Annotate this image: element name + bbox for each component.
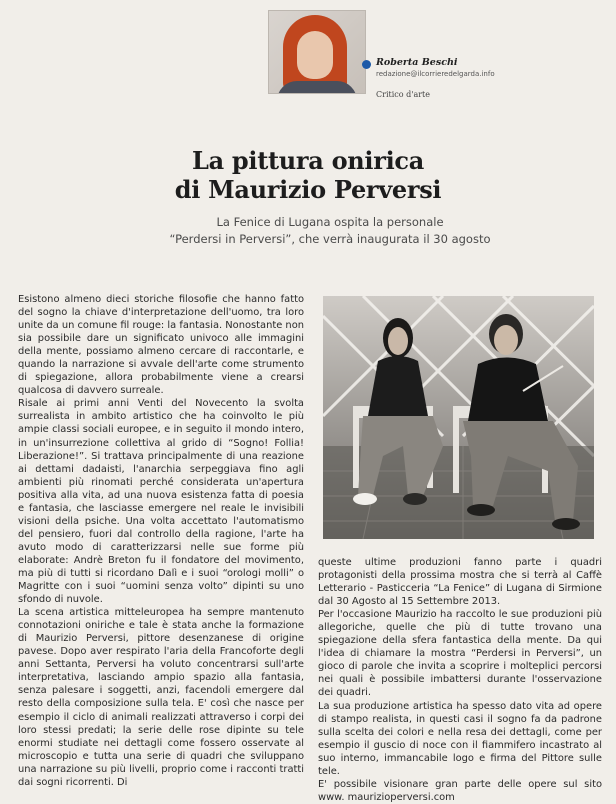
- article-subtitle: [150, 214, 510, 248]
- paragraph: queste ultime produzioni fanno parte i quadri protagonisti della prossima mostra che si terrà al Caffè Letterario - Pasticceria “La Fenice” di Lugana di Sirmione dal 30 Agosto al 15 Settembre 2013.: [318, 557, 602, 608]
- artist-photo-image: [323, 296, 594, 539]
- paragraph: E' possibile visionare gran parte delle opere sul sito www. maurizioperversi.com: [318, 778, 602, 803]
- author-role: Critico d'arte: [376, 90, 430, 99]
- headline-line-2: di Maurizio Perversi: [174, 175, 442, 204]
- author-name: Roberta Beschi: [376, 57, 458, 68]
- artist-photo: [323, 296, 594, 539]
- paragraph: La sua produzione artistica ha spesso dato vita ad opere di stampo realista, in questi casi il sogno fa da padrone sulla scelta dei colori e nella resa dei dettagli, come per esempio il guscio di noce con il fiammifero incastrato al suo interno, immancabile logo e firma del Pittore sulle tele.: [318, 700, 602, 777]
- article-headline: [100, 146, 516, 204]
- paragraph: Esistono almeno dieci storiche filosofie che hanno fatto del sogno la chiave d'interpretazione dell'uomo, tra loro unite da un comune fil rouge: la fantasia. Nonostante non sia possibile dare un significato univoco alle immagini della mente, possiamo almeno cercare di raccontarle, e quando la narrazione si avvale dell'arte come strumento di spiegazione, allora probabilmente viene a crearsi qualcosa di davvero surreale.: [18, 294, 304, 397]
- headline-line-1: La pittura onirica: [192, 146, 424, 175]
- author-email: redazione@ilcorrieredelgarda.info: [376, 70, 495, 78]
- subtitle-line-1: La Fenice di Lugana ospita la personale: [216, 215, 444, 229]
- paragraph: Per l'occasione Maurizio ha raccolto le sue produzioni più allegoriche, quelle che più di tutte trovano una spiegazione della sfera fantastica della mente. Da qui l'idea di chiamare la mostra “Perdersi in Perversi”, un gioco di parole che invita a scoprire i molteplici percorsi nei quali è possibile imbattersi durante l'osservazione dei quadri.: [318, 609, 602, 699]
- article-column-right: [318, 556, 602, 804]
- paragraph: La scena artistica mitteleuropea ha sempre mantenuto connotazioni oniriche e tale è stata anche la formazione di Maurizio Perversi, pittore desenzanese di origine pavese. Dopo aver respirato l'aria della Francoforte degli anni Settanta, Perversi ha voluto concentrarsi sull'arte interpretativa, lasciando ampio spazio alla fantasia, senza palesare i soggetti, anzi, facendoli emergere dal resto della composizione sulla tela. E' così che nasce per esempio il ciclo di animali realizzati attraverso i corpi dei loro stessi predati; la serie delle rose dipinte su tele enormi studiate nei dettagli come fossero osservate al microscopio e tutta una serie di quadri che sviluppano una narrazione su più livelli, proprio come i racconti tratti dai sogni ricorrenti. Di: [18, 607, 304, 788]
- subtitle-line-2: “Perdersi in Perversi”, che verrà inaugurata il 30 agosto: [169, 232, 491, 246]
- author-portrait: [268, 10, 366, 94]
- paragraph: Risale ai primi anni Venti del Novecento la svolta surrealista in ambito artistico che ha coinvolto le più ampie classi sociali europee, e in seguito il mondo intero, in un'insurrezione collettiva al grido di “Sogno! Follia! Liberazione!”. Si trattava principalmente di una reazione ai dettami dadaisti, l'anarchia serpeggiava fino agli ambienti più rinomati perché considerata un'apertura positiva alla vita, ad una nuova esistenza fatta di poesia e fantasia, che lasciasse emergere nel reale le invisibili visioni della psiche. Una volta accettato l'automatismo del pensiero, fuori dal controllo della ragione, l'arte ha avuto modo di caratterizzarsi nelle sue forme più elaborate: Andrè Breton fu il fondatore del movimento, ma più di tutti si ricordano Dalì e i suoi “orologi molli” o Magritte con i suoi “uomini senza volto” dipinti su uno sfondo di nuvole.: [18, 398, 304, 606]
- article-column-left: [18, 293, 304, 789]
- author-bullet-icon: [362, 60, 371, 69]
